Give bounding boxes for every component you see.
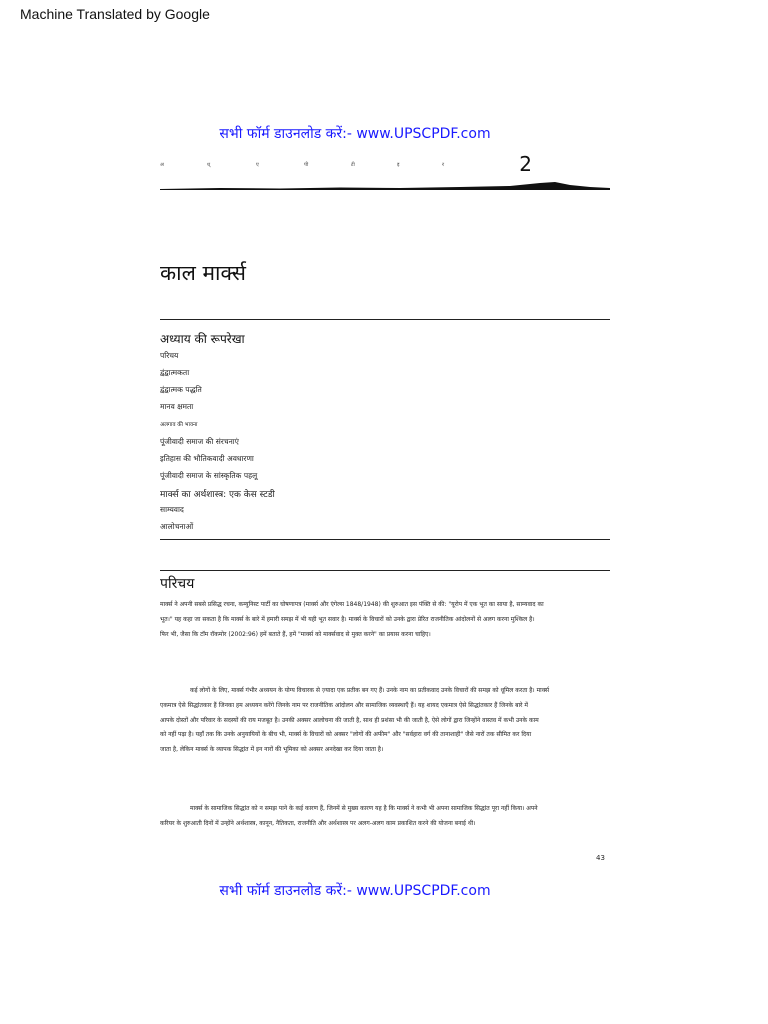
outline-item: द्वंद्वात्मक पद्धति	[160, 385, 202, 394]
paragraph-line: करियर के शुरुआती दिनों में उन्होंने अर्थशास्त्र, कानून, नैतिकता, राजनीति और अर्थशास्त्र पर अलग-अलग काम प्रकाशित करने की योजना बनाई थी।	[160, 819, 476, 827]
outline-item: पूंजीवादी समाज की संरचनाएं	[160, 437, 239, 446]
divider	[160, 570, 610, 571]
chapter-title: काल मार्क्स	[160, 261, 246, 285]
paragraph-line: मार्क्स ने अपनी सबसे प्रसिद्ध रचना, कम्युनिस्ट पार्टी का घोषणापत्र (मार्क्स और एंगेल्स 1848/1948) की शुरुआत इस पंक्ति से की: "यूरोप में एक भूत का साया है, साम्यवाद का	[160, 601, 544, 608]
paragraph-line: कई लोगों के लिए, मार्क्स गंभीर अध्ययन के योग्य विचारक से ज़्यादा एक प्रतीक बन गए हैं। उनके नाम का प्रतीकवाद उनके विचारों की समझ को धूमिल करता है। मार्क्स	[190, 687, 550, 694]
chapter-letter: टी	[351, 162, 355, 168]
paragraph-line: एकमात्र ऐसे सिद्धांतकार हैं जिनका हम अध्ययन करेंगे जिनके नाम पर राजनीतिक आंदोलन और सामाजिक व्यवस्थाएँ हैं। यह शायद एकमात्र ऐसे सिद्धांतकार हैं जिनके बारे में	[160, 701, 529, 709]
section-heading-intro: परिचय	[160, 576, 195, 592]
paragraph-line: फिर भी, जैसा कि टॉम रॉकमोर (2002:96) हमें बताते हैं, हमें "मार्क्स को मार्क्सवाद से मुक्त करने" का प्रयास करना चाहिए।	[160, 630, 431, 638]
outline-item: आलोचनाओं	[160, 522, 194, 531]
chapter-letter: अ	[160, 162, 164, 168]
chapter-number: 2	[519, 152, 532, 176]
outline-item: इतिहास की भौतिकवादी अवधारणा	[160, 454, 254, 463]
machine-translated-banner: Machine Translated by Google	[20, 6, 210, 22]
promo-link-bottom[interactable]: सभी फॉर्म डाउनलोड करें:- www.UPSCPDF.com	[219, 883, 491, 899]
divider	[160, 539, 610, 540]
paragraph-line: जाता है, लेकिन मार्क्स के व्यापक सिद्धांत में इन नारों की भूमिका को अक्सर अनदेखा कर दिया जाता है।	[160, 746, 384, 754]
paragraph-line: मार्क्स के सामाजिक सिद्धांत को न समझ पाने के कई कारण हैं, जिनमें से मुख्य कारण यह है कि मार्क्स ने कभी भी अपना सामाजिक सिद्धांत पूरा नहीं किया। अपने	[190, 805, 538, 812]
outline-item: पूंजीवादी समाज के सांस्कृतिक पहलू	[160, 471, 258, 480]
paragraph-line: आपके दोस्तों और परिवार के सदस्यों की राय मजबूत है। उनकी अक्सर आलोचना की जाती है, साथ ही प्रशंसा भी की जाती है, ऐसे लोगों द्वारा जिन्होंने वास्तव में कभी उनके काम	[160, 716, 539, 724]
chapter-letter: पी	[304, 162, 309, 168]
chapter-letter: ए	[256, 162, 259, 168]
intro-paragraph-2	[160, 684, 610, 758]
intro-paragraph-3	[160, 802, 610, 832]
chapter-letter: ध्	[207, 162, 211, 168]
outline-item: अलगाव की भावना	[160, 422, 198, 428]
outline-item: साम्यवाद	[160, 505, 184, 514]
outline-item: द्वंद्वात्मकता	[160, 368, 190, 377]
paragraph-line: को नहीं पढ़ा है। यहाँ तक कि उनके अनुयायियों के बीच भी, मार्क्स के विचारों को अक्सर "लोगों की अफीम" और "सर्वहारा वर्ग की तानाशाही" जैसे नारों तक सीमित कर दिया	[160, 731, 532, 739]
intro-paragraph-1	[160, 598, 610, 642]
divider	[160, 319, 610, 320]
chapter-wave-rule	[160, 180, 610, 194]
promo-link-top[interactable]: सभी फॉर्म डाउनलोड करें:- www.UPSCPDF.com	[219, 126, 491, 142]
page-number: 43	[596, 854, 605, 862]
outline-item: परिचय	[160, 351, 179, 360]
chapter-letter: र	[442, 162, 445, 168]
chapter-letter: इ	[397, 162, 400, 168]
outline-heading: अध्याय की रूपरेखा	[160, 332, 245, 346]
chapter-header	[160, 150, 610, 178]
outline-item: मार्क्स का अर्थशास्त्र: एक केस स्टडी	[160, 490, 275, 500]
outline-item: मानव क्षमता	[160, 402, 194, 411]
paragraph-line: भूत।" यह कहा जा सकता है कि मार्क्स के बारे में हमारी समझ में भी यही भूत सवार है। मार्क्स के विचारों को उनके द्वारा प्रेरित राजनीतिक आंदोलनों से अलग करना मुश्किल है।	[160, 615, 535, 623]
